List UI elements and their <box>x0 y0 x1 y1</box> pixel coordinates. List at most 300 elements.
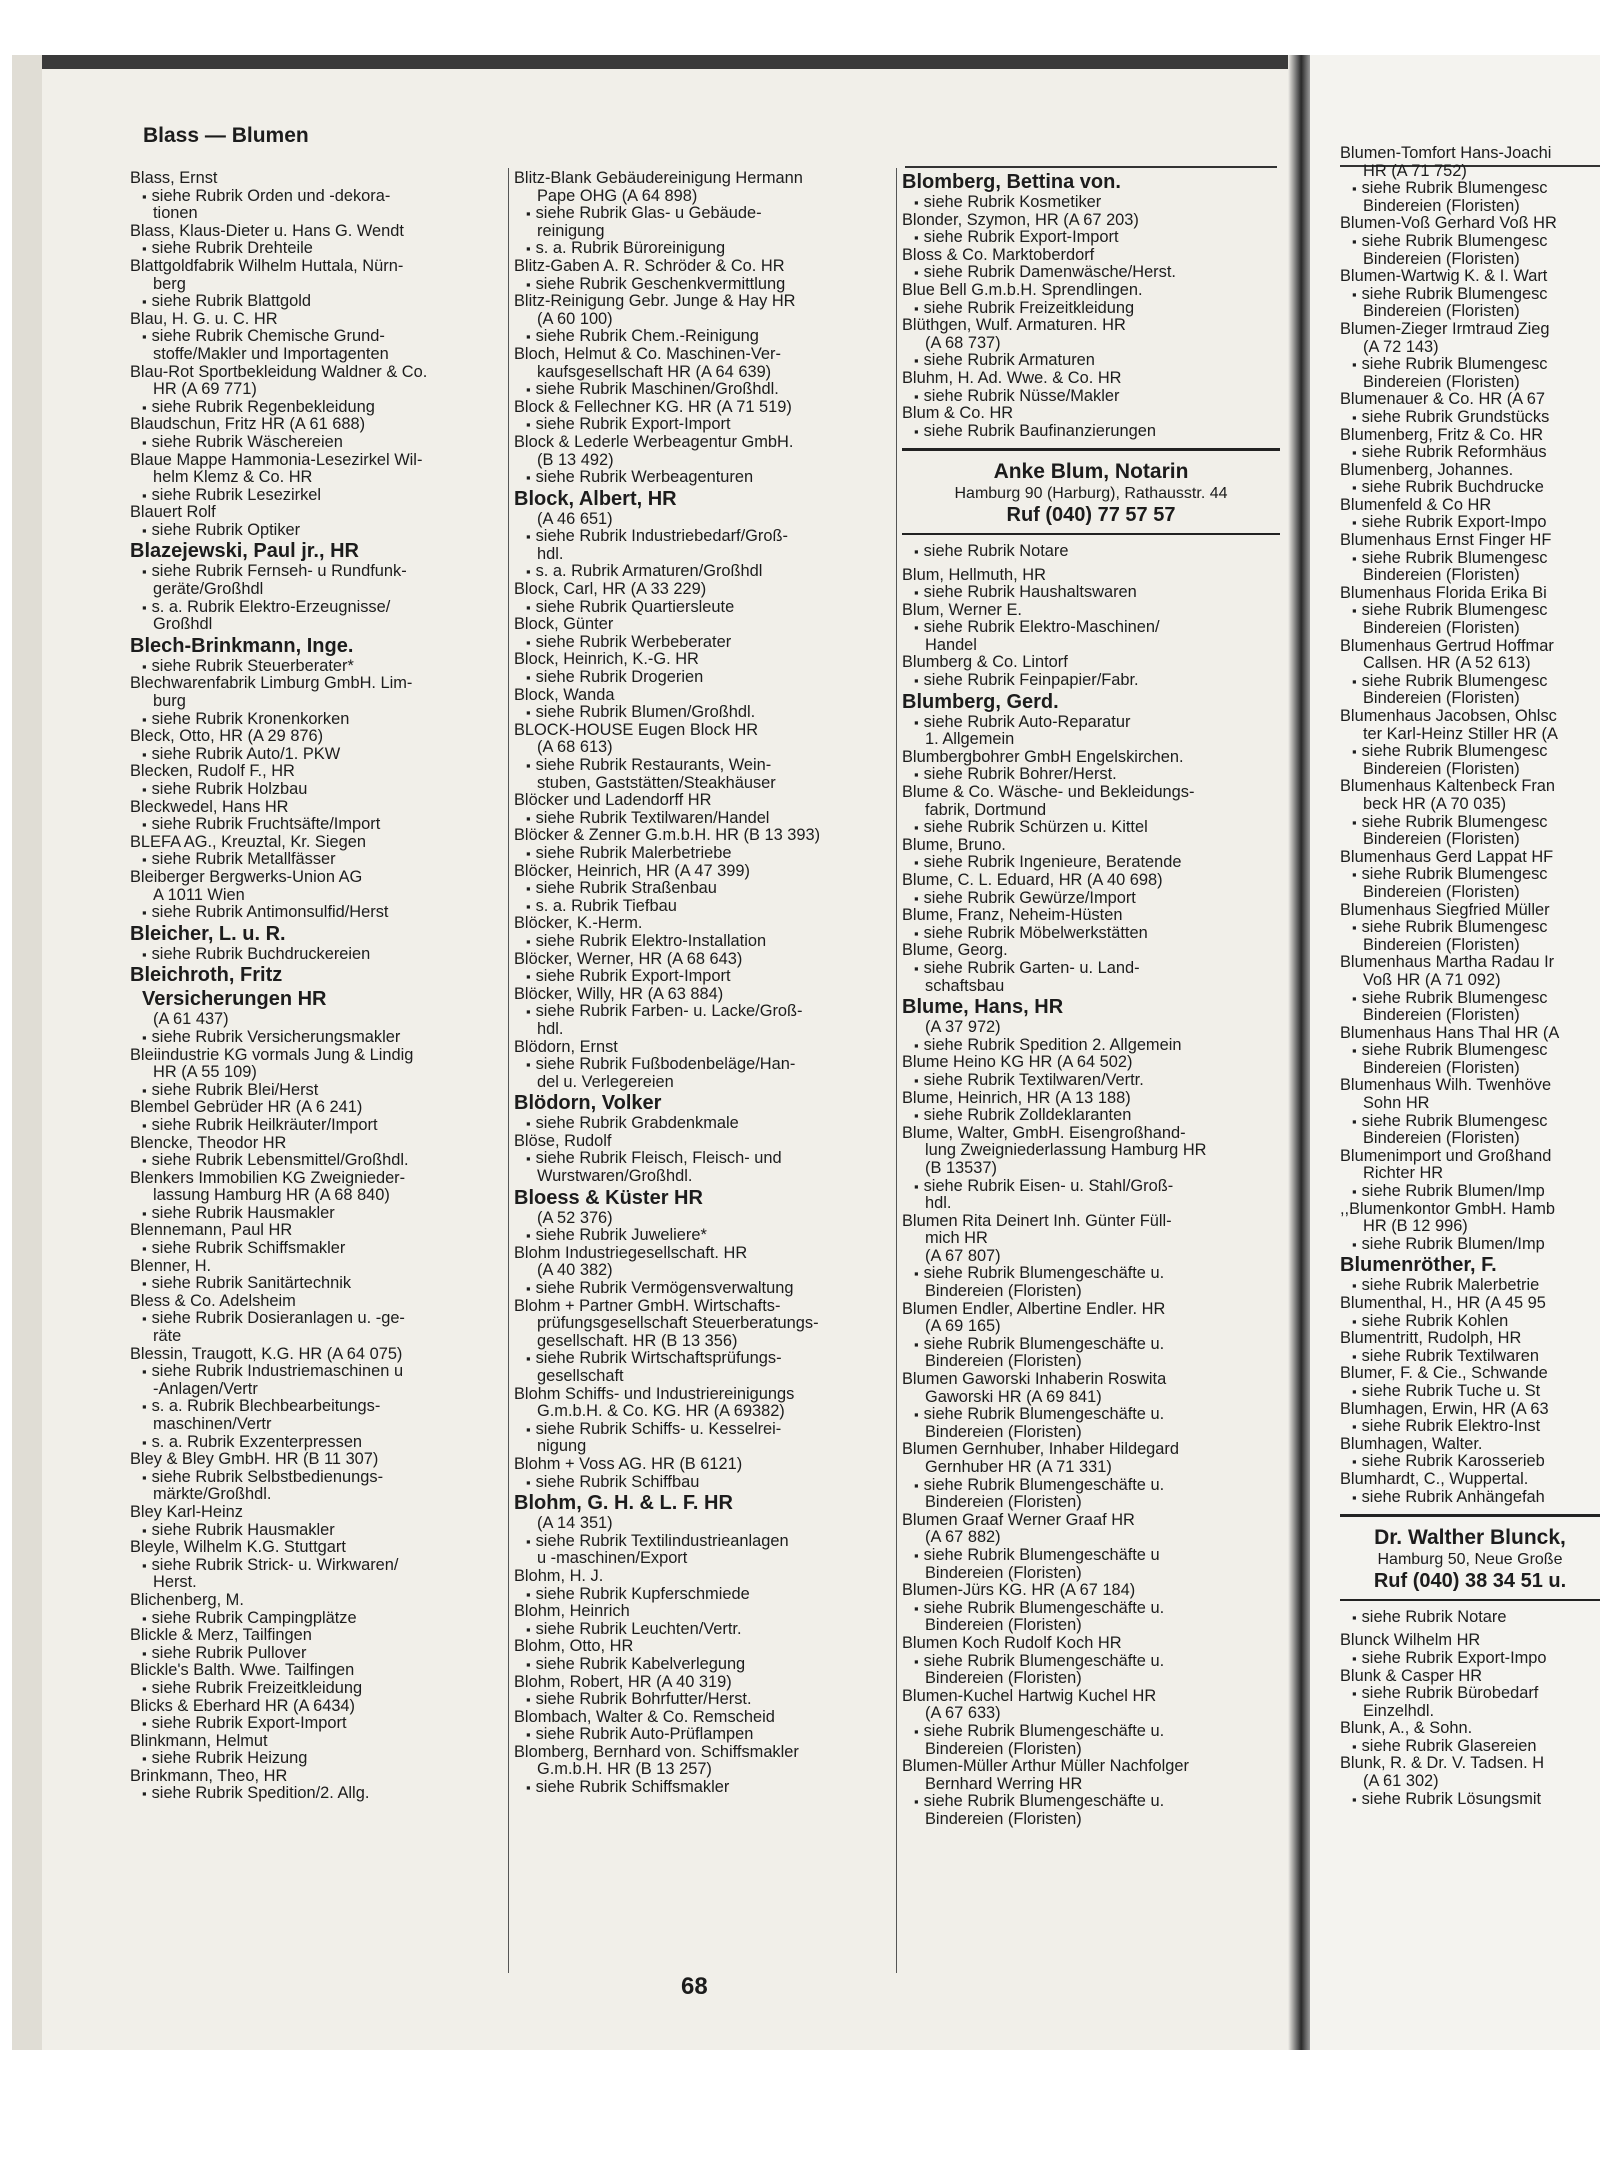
rubrik-reference: ▪ siehe Rubrik Anhängefah <box>1340 1489 1600 1507</box>
rubrik-reference: ▪ siehe Rubrik Buchdrucke <box>1340 479 1600 497</box>
entry-continuation: Pape OHG (A 64 898) <box>537 186 698 205</box>
directory-entry: Blumer, F. & Cie., Schwande <box>1340 1364 1548 1383</box>
entry-continuation: beck HR (A 70 035) <box>1363 794 1507 813</box>
entry-continuation: burg <box>153 692 186 711</box>
entry-continuation: Bindereien (Floristen) <box>1363 196 1520 215</box>
directory-entry: Bloss & Co. Marktoberdorf <box>902 245 1095 264</box>
entry-continuation: berg <box>153 274 186 293</box>
directory-entry: Blum, Hellmuth, HR <box>902 565 1046 584</box>
entry-continuation: Bindereien (Floristen) <box>925 1739 1082 1758</box>
directory-entry: Blumenthal, H., HR (A 45 95 <box>1340 1294 1546 1312</box>
entry-continuation: Bindereien (Floristen) <box>1363 759 1520 778</box>
rubrik-reference: ▪ siehe Rubrik Grabdenkmale <box>514 1115 890 1133</box>
directory-entry: Blumenimport und Großhand <box>1340 1146 1552 1165</box>
entry-continuation: Handel <box>925 635 977 654</box>
directory-entry: Blenner, H. <box>130 1256 212 1275</box>
directory-entry: Blöcker, K.-Herm. <box>514 914 643 933</box>
directory-entry: Blencke, Theodor HR <box>130 1133 287 1152</box>
entry-continuation: HR (A 55 109) <box>153 1063 257 1082</box>
directory-entry: BLEFA AG., Kreuztal, Kr. Siegen <box>130 832 366 851</box>
entry-continuation: Bindereien (Floristen) <box>925 1809 1082 1828</box>
directory-entry: Blumen Graaf Werner Graaf HR <box>902 1510 1135 1529</box>
directory-entry: Blumberg & Co. Lintorf <box>902 653 1068 672</box>
rubrik-reference: ▪ siehe Rubrik Heizung <box>130 1750 500 1768</box>
directory-entry: Blumen-Zieger Irmtraud Zieg <box>1340 319 1550 338</box>
rubrik-reference: ▪ siehe Rubrik Kronenkorken <box>130 711 500 729</box>
directory-entry: Blöcker, Willy, HR (A 63 884) <box>514 984 724 1003</box>
rubrik-reference: ▪ siehe Rubrik Fruchtsäfte/Import <box>130 816 500 834</box>
entry-continuation: (A 67 882) <box>925 1528 1001 1547</box>
rubrik-reference: ▪ siehe Rubrik Restaurants, Wein- <box>514 757 890 775</box>
directory-entry: Blöcker, Werner, HR (A 68 643) <box>514 949 743 968</box>
directory-entry: Blaue Mappe Hammonia-Lesezirkel Wil- <box>130 450 423 469</box>
entry-continuation: (B 13 492) <box>537 450 614 469</box>
rubrik-reference: ▪ siehe Rubrik Export-Impo <box>1340 1650 1600 1668</box>
entry-continuation: fabrik, Dortmund <box>925 800 1047 819</box>
rubrik-reference: ▪ siehe Rubrik Campingplätze <box>130 1610 500 1628</box>
entry-continuation: Bindereien (Floristen) <box>925 1616 1082 1635</box>
rubrik-reference: ▪ siehe Rubrik Blumengesc <box>1340 180 1600 198</box>
directory-entry: Blechwarenfabrik Limburg GmbH. Lim- <box>130 674 413 693</box>
highlighted-entry: Blohm, G. H. & L. F. HR <box>514 1492 733 1515</box>
rubrik-reference: ▪ siehe Rubrik Leuchten/Vertr. <box>514 1621 890 1639</box>
column-divider <box>896 168 897 1973</box>
rubrik-reference: ▪ siehe Rubrik Blumengesc <box>1340 673 1600 691</box>
ad-address: Hamburg 50, Neue Große <box>1377 1551 1563 1569</box>
entry-continuation: (A 61 302) <box>1363 1772 1439 1791</box>
highlighted-entry: Bleichroth, Fritz <box>130 964 283 987</box>
entry-continuation: (A 14 351) <box>537 1514 613 1533</box>
rubrik-reference: ▪ siehe Rubrik Glasereien <box>1340 1738 1600 1756</box>
rubrik-reference: ▪ siehe Rubrik Blei/Herst <box>130 1082 500 1100</box>
entry-continuation: -Anlagen/Vertr <box>153 1379 258 1398</box>
rubrik-reference: ▪ siehe Rubrik Kupferschmiede <box>514 1586 890 1604</box>
entry-continuation: lassung Hamburg HR (A 68 840) <box>153 1186 390 1205</box>
rubrik-reference: ▪ siehe Rubrik Werbeagenturen <box>514 469 890 487</box>
directory-entry: Blüthgen, Wulf. Armaturen. HR <box>902 316 1126 335</box>
rubrik-reference: ▪ s. a. Rubrik Büroreinigung <box>514 240 890 258</box>
rubrik-reference: ▪ siehe Rubrik Blumengesc <box>1340 550 1600 568</box>
entry-continuation: Callsen. HR (A 52 613) <box>1363 654 1531 673</box>
directory-entry: Blitz-Gaben A. R. Schröder & Co. HR <box>514 256 785 275</box>
entry-continuation: (B 13537) <box>925 1158 997 1177</box>
rubrik-reference: ▪ siehe Rubrik Schiffbau <box>514 1474 890 1492</box>
entry-continuation: u -maschinen/Export <box>537 1549 688 1568</box>
rubrik-reference: ▪ siehe Rubrik Glas- u Gebäude- <box>514 205 890 223</box>
entry-continuation: stuben, Gaststätten/Steakhäuser <box>537 773 776 792</box>
rubrik-reference: ▪ siehe Rubrik Blumengeschäfte u. <box>902 1793 1280 1811</box>
ad-phone: Ruf (040) 38 34 51 u. <box>1373 1569 1567 1592</box>
rubrik-reference: ▪ siehe Rubrik Gewürze/Import <box>902 890 1280 908</box>
directory-entry: Blumen Gernhuber, Inhaber Hildegard <box>902 1440 1179 1459</box>
rubrik-reference: ▪ siehe Rubrik Notare <box>1340 1609 1600 1627</box>
directory-entry: BLOCK-HOUSE Eugen Block HR <box>514 720 759 739</box>
entry-continuation: mich HR <box>925 1229 988 1248</box>
directory-entry: Blumenhaus Gertrud Hoffmar <box>1340 636 1554 655</box>
entry-continuation: stoffe/Makler und Importagenten <box>153 344 389 363</box>
rubrik-reference: ▪ siehe Rubrik Karosserieb <box>1340 1453 1600 1471</box>
rubrik-reference: ▪ siehe Rubrik Blumen/Großhdl. <box>514 704 890 722</box>
directory-entry: Blitz-Blank Gebäudereinigung Hermann <box>514 169 803 187</box>
directory-entry: Blumen-Müller Arthur Müller Nachfolger <box>902 1757 1189 1776</box>
page-number: 68 <box>681 1973 708 2000</box>
rubrik-reference: ▪ siehe Rubrik Blumengeschäfte u. <box>902 1406 1280 1424</box>
rubrik-reference: ▪ siehe Rubrik Textilindustrieanlagen <box>514 1533 890 1551</box>
rubrik-reference: ▪ siehe Rubrik Textilwaren <box>1340 1348 1600 1366</box>
directory-entry: Blohm Industriegesellschaft. HR <box>514 1243 748 1262</box>
entry-continuation: del u. Verlegereien <box>537 1072 674 1091</box>
entry-continuation: gesellschaft <box>537 1367 624 1385</box>
directory-entry: Blumen Koch Rudolf Koch HR <box>902 1633 1122 1652</box>
rubrik-reference: ▪ siehe Rubrik Fernseh- u Rundfunk- <box>130 563 500 581</box>
rubrik-reference: ▪ siehe Rubrik Textilwaren/Handel <box>514 810 890 828</box>
rubrik-reference: ▪ siehe Rubrik Spedition/2. Allg. <box>130 1785 500 1803</box>
entry-continuation: ter Karl-Heinz Stiller HR (A <box>1363 724 1558 743</box>
rubrik-reference: ▪ siehe Rubrik Vermögensverwaltung <box>514 1280 890 1298</box>
entry-continuation: (A 40 382) <box>537 1261 613 1280</box>
rubrik-reference: ▪ siehe Rubrik Chem.-Reinigung <box>514 328 890 346</box>
rubrik-reference: ▪ siehe Rubrik Armaturen <box>902 352 1280 370</box>
directory-entry: Blumenhaus Kaltenbeck Fran <box>1340 777 1556 796</box>
directory-column-4 <box>1340 145 1600 1808</box>
rubrik-reference: ▪ siehe Rubrik Eisen- u. Stahl/Groß- <box>902 1178 1280 1196</box>
entry-continuation: Bernhard Werring HR <box>925 1774 1083 1793</box>
rubrik-reference: ▪ siehe Rubrik Schiffsmakler <box>130 1240 500 1258</box>
entry-continuation: (A 67 807) <box>925 1246 1001 1265</box>
directory-entry: Blume Heino KG HR (A 64 502) <box>902 1053 1133 1072</box>
directory-entry: Blau-Rot Sportbekleidung Waldner & Co. <box>130 362 428 381</box>
directory-entry: Blass, Klaus-Dieter u. Hans G. Wendt <box>130 221 404 240</box>
rubrik-reference: ▪ siehe Rubrik Blumengesc <box>1340 814 1600 832</box>
rubrik-reference: ▪ siehe Rubrik Quartiersleute <box>514 599 890 617</box>
column-top-rule <box>905 166 1277 168</box>
directory-entry: Bleiberger Bergwerks-Union AG <box>130 867 363 886</box>
highlighted-entry: Blazejewski, Paul jr., HR <box>130 540 359 563</box>
entry-continuation: Bindereien (Floristen) <box>1363 689 1520 708</box>
entry-continuation: (A 68 737) <box>925 333 1001 352</box>
entry-continuation: Bindereien (Floristen) <box>1363 882 1520 901</box>
entry-continuation: Großhdl <box>153 615 213 634</box>
rubrik-reference: ▪ siehe Rubrik Blumengeschäfte u. <box>902 1477 1280 1495</box>
rubrik-reference: ▪ siehe Rubrik Notare <box>902 543 1280 561</box>
rubrik-reference: ▪ siehe Rubrik Dosieranlagen u. -ge- <box>130 1310 500 1328</box>
directory-entry: Blattgoldfabrik Wilhelm Huttala, Nürn- <box>130 256 404 275</box>
entry-continuation: 1. Allgemein <box>925 730 1015 749</box>
directory-entry: Blembel Gebrüder HR (A 6 241) <box>130 1098 363 1117</box>
directory-entry: Brinkmann, Theo, HR <box>130 1766 288 1785</box>
rubrik-reference: ▪ siehe Rubrik Grundstücks <box>1340 409 1600 427</box>
entry-continuation: lung Zweigniederlassung Hamburg HR <box>925 1141 1207 1160</box>
entry-continuation: (A 52 376) <box>537 1208 613 1227</box>
entry-continuation: räte <box>153 1327 182 1346</box>
rubrik-reference: ▪ siehe Rubrik Chemische Grund- <box>130 328 500 346</box>
directory-entry: Blunk, R. & Dr. V. Tadsen. H <box>1340 1754 1545 1773</box>
entry-continuation: Bindereien (Floristen) <box>925 1282 1082 1301</box>
rubrik-reference: ▪ siehe Rubrik Blumengesc <box>1340 602 1600 620</box>
directory-entry: Blumbergbohrer GmbH Engelskirchen. <box>902 747 1184 766</box>
directory-entry: Blumenhaus Ernst Finger HF <box>1340 531 1552 550</box>
rubrik-reference: ▪ siehe Rubrik Juweliere* <box>514 1227 890 1245</box>
directory-entry: Blecken, Rudolf F., HR <box>130 762 295 781</box>
entry-continuation: HR (B 12 996) <box>1363 1217 1468 1236</box>
directory-entry: Blumenhaus Siegfried Müller <box>1340 900 1550 919</box>
rubrik-reference: ▪ siehe Rubrik Sanitärtechnik <box>130 1275 500 1293</box>
directory-entry: Blombach, Walter & Co. Remscheid <box>514 1707 775 1726</box>
directory-entry: Blumenfeld & Co HR <box>1340 495 1492 514</box>
rubrik-reference: ▪ siehe Rubrik Industriemaschinen u <box>130 1363 500 1381</box>
directory-entry: Blumenberg, Fritz & Co. HR <box>1340 425 1544 444</box>
rubrik-reference: ▪ siehe Rubrik Malerbetriebe <box>514 845 890 863</box>
ad-title: Dr. Walther Blunck, <box>1374 1526 1566 1550</box>
rubrik-reference: ▪ siehe Rubrik Selbstbedienungs- <box>130 1469 500 1487</box>
directory-entry: Blumenberg, Johannes. <box>1340 460 1514 479</box>
rubrik-reference: ▪ siehe Rubrik Blumengeschäfte u. <box>902 1265 1280 1283</box>
directory-entry: Blicks & Eberhard HR (A 6434) <box>130 1696 356 1715</box>
directory-entry: Blau, H. G. u. C. HR <box>130 309 278 328</box>
directory-entry: Blohm, Otto, HR <box>514 1637 634 1656</box>
rubrik-reference: ▪ siehe Rubrik Bohrer/Herst. <box>902 766 1280 784</box>
directory-entry: Blitz-Reinigung Gebr. Junge & Hay HR <box>514 292 796 311</box>
directory-entry: Bley Karl-Heinz <box>130 1502 243 1521</box>
highlighted-entry: Blödorn, Volker <box>514 1092 662 1115</box>
entry-continuation: hdl. <box>925 1194 952 1213</box>
entry-continuation: Bindereien (Floristen) <box>1363 1006 1520 1025</box>
rubrik-reference: ▪ siehe Rubrik Maschinen/Großhdl. <box>514 381 890 399</box>
directory-entry: Bleckwedel, Hans HR <box>130 797 289 816</box>
rubrik-reference: ▪ siehe Rubrik Freizeitkleidung <box>130 1680 500 1698</box>
rubrik-reference: ▪ siehe Rubrik Strick- u. Wirkwaren/ <box>130 1557 500 1575</box>
directory-entry: Blenkers Immobilien KG Zweignieder- <box>130 1168 406 1187</box>
rubrik-reference: ▪ siehe Rubrik Lösungsmit <box>1340 1791 1600 1809</box>
rubrik-reference: ▪ siehe Rubrik Blumengesc <box>1340 919 1600 937</box>
rubrik-reference: ▪ siehe Rubrik Heilkräuter/Import <box>130 1117 500 1135</box>
ad-phone: Ruf (040) 77 57 57 <box>1006 503 1176 526</box>
entry-continuation: G.m.b.H. & Co. KG. HR (A 69382) <box>537 1402 785 1421</box>
entry-continuation: Gaworski HR (A 69 841) <box>925 1387 1102 1406</box>
highlighted-entry-continuation: Versicherungen HR <box>142 988 327 1011</box>
notary-ad <box>1340 1514 1600 1601</box>
page-header: Blass — Blumen <box>143 124 309 147</box>
entry-continuation: Bindereien (Floristen) <box>925 1669 1082 1688</box>
directory-entry: Blessin, Traugott, K.G. HR (A 64 075) <box>130 1344 403 1363</box>
directory-entry: Blöcker, Heinrich, HR (A 47 399) <box>514 861 750 880</box>
entry-continuation: Bindereien (Floristen) <box>925 1563 1082 1582</box>
rubrik-reference: ▪ siehe Rubrik Blumengesc <box>1340 233 1600 251</box>
directory-entry: Blunk, A., & Sohn. <box>1340 1719 1473 1738</box>
directory-entry: Blum, Werner E. <box>902 600 1022 619</box>
rubrik-reference: ▪ siehe Rubrik Drogerien <box>514 669 890 687</box>
rubrik-reference: ▪ siehe Rubrik Malerbetrie <box>1340 1277 1600 1295</box>
rubrik-reference: ▪ siehe Rubrik Industriebedarf/Groß- <box>514 528 890 546</box>
directory-entry: Bleck, Otto, HR (A 29 876) <box>130 727 324 746</box>
column-divider <box>508 168 509 1973</box>
rubrik-reference: ▪ siehe Rubrik Export-Import <box>514 416 890 434</box>
rubrik-reference: ▪ siehe Rubrik Holzbau <box>130 781 500 799</box>
rubrik-reference: ▪ siehe Rubrik Blumengesc <box>1340 1113 1600 1131</box>
rubrik-reference: ▪ siehe Rubrik Bohrfutter/Herst. <box>514 1691 890 1709</box>
rubrik-reference: ▪ siehe Rubrik Tuche u. St <box>1340 1383 1600 1401</box>
highlighted-entry: Block, Albert, HR <box>514 487 677 510</box>
directory-entry: Blaudschun, Fritz HR (A 61 688) <box>130 415 366 434</box>
ad-address: Hamburg 90 (Harburg), Rathausstr. 44 <box>954 485 1228 503</box>
entry-continuation: reinigung <box>537 221 605 240</box>
directory-entry: Blohm + Voss AG. HR (B 6121) <box>514 1454 743 1473</box>
rubrik-reference: ▪ siehe Rubrik Fußbodenbeläge/Han- <box>514 1056 890 1074</box>
directory-entry: Blöcker und Ladendorff HR <box>514 791 712 810</box>
rubrik-reference: ▪ siehe Rubrik Steuerberater* <box>130 658 500 676</box>
rubrik-reference: ▪ siehe Rubrik Blumengesc <box>1340 866 1600 884</box>
entry-continuation: Einzelhdl. <box>1363 1701 1435 1720</box>
entry-continuation: Richter HR <box>1363 1164 1444 1183</box>
directory-entry: Blumentritt, Rudolph, HR <box>1340 1329 1522 1348</box>
directory-entry: Bley & Bley GmbH. HR (B 11 307) <box>130 1450 379 1469</box>
directory-entry: Bless & Co. Adelsheim <box>130 1291 296 1310</box>
rubrik-reference: ▪ siehe Rubrik Kosmetiker <box>902 194 1280 212</box>
directory-column-1 <box>130 170 500 1803</box>
directory-entry: Block, Heinrich, K.-G. HR <box>514 650 699 669</box>
rubrik-reference: ▪ siehe Rubrik Blumengeschäfte u <box>902 1547 1280 1565</box>
entry-continuation: hdl. <box>537 1019 564 1038</box>
rubrik-reference: ▪ siehe Rubrik Lesezirkel <box>130 487 500 505</box>
directory-entry: Blumenhaus Martha Radau Ir <box>1340 953 1555 972</box>
rubrik-reference: ▪ siehe Rubrik Blumengeschäfte u. <box>902 1600 1280 1618</box>
directory-entry: Blumen-Wartwig K. & I. Wart <box>1340 267 1548 286</box>
directory-entry: Blue Bell G.m.b.H. Sprendlingen. <box>902 280 1143 299</box>
entry-continuation: (A 46 651) <box>537 509 613 528</box>
directory-entry: Blonder, Szymon, HR (A 67 203) <box>902 210 1139 229</box>
rubrik-reference: ▪ siehe Rubrik Bürobedarf <box>1340 1685 1600 1703</box>
rubrik-reference: ▪ siehe Rubrik Spedition 2. Allgemein <box>902 1037 1280 1055</box>
directory-entry: Blichenberg, M. <box>130 1590 244 1609</box>
rubrik-reference: ▪ siehe Rubrik Werbeberater <box>514 634 890 652</box>
entry-continuation: Bindereien (Floristen) <box>1363 249 1520 268</box>
rubrik-reference: ▪ siehe Rubrik Freizeitkleidung <box>902 300 1280 318</box>
entry-continuation: G.m.b.H. HR (B 13 257) <box>537 1760 712 1779</box>
rubrik-reference: ▪ siehe Rubrik Feinpapier/Fabr. <box>902 672 1280 690</box>
rubrik-reference: ▪ siehe Rubrik Wirtschaftsprüfungs- <box>514 1350 890 1368</box>
rubrik-reference: ▪ siehe Rubrik Metallfässer <box>130 851 500 869</box>
directory-entry: Blumhagen, Walter. <box>1340 1434 1483 1453</box>
directory-entry: Blödorn, Ernst <box>514 1037 618 1056</box>
rubrik-reference: ▪ siehe Rubrik Schiffsmakler <box>514 1779 890 1797</box>
directory-entry: Blume & Co. Wäsche- und Bekleidungs- <box>902 783 1195 802</box>
rubrik-reference: ▪ siehe Rubrik Elektro-Installation <box>514 933 890 951</box>
rubrik-reference: ▪ siehe Rubrik Blumengeschäfte u. <box>902 1653 1280 1671</box>
directory-entry: Blauert Rolf <box>130 503 216 522</box>
entry-continuation: Gernhuber HR (A 71 331) <box>925 1458 1112 1476</box>
rubrik-reference: ▪ siehe Rubrik Hausmakler <box>130 1522 500 1540</box>
rubrik-reference: ▪ siehe Rubrik Export-Impo <box>1340 514 1600 532</box>
entry-continuation: tionen <box>153 204 198 223</box>
rubrik-reference: ▪ siehe Rubrik Auto-Prüflampen <box>514 1726 890 1744</box>
entry-continuation: Bindereien (Floristen) <box>1363 566 1520 585</box>
rubrik-reference: ▪ siehe Rubrik Fleisch, Fleisch- und <box>514 1150 890 1168</box>
directory-column-3 <box>902 170 1280 1828</box>
directory-entry: Bleyle, Wilhelm K.G. Stuttgart <box>130 1538 346 1557</box>
rubrik-reference: ▪ siehe Rubrik Blumengesc <box>1340 743 1600 761</box>
rubrik-reference: ▪ siehe Rubrik Blumen/Imp <box>1340 1236 1600 1254</box>
rubrik-reference: ▪ siehe Rubrik Antimonsulfid/Herst <box>130 904 500 922</box>
directory-entry: ,,Blumenkontor GmbH. Hamb <box>1340 1199 1555 1218</box>
directory-entry: Blomberg, Bernhard von. Schiffsmakler <box>514 1742 799 1761</box>
entry-continuation: (A 60 100) <box>537 309 613 328</box>
directory-entry: Blinkmann, Helmut <box>130 1731 268 1750</box>
entry-continuation: Voß HR (A 71 092) <box>1363 970 1501 989</box>
rubrik-reference: ▪ siehe Rubrik Drehteile <box>130 240 500 258</box>
rubrik-reference: ▪ siehe Rubrik Hausmakler <box>130 1205 500 1223</box>
rubrik-reference: ▪ siehe Rubrik Blumengesc <box>1340 356 1600 374</box>
directory-entry: Blohm, Robert, HR (A 40 319) <box>514 1672 732 1691</box>
entry-continuation: A 1011 Wien <box>153 885 245 904</box>
rubrik-reference: ▪ siehe Rubrik Farben- u. Lacke/Groß- <box>514 1003 890 1021</box>
directory-entry: Blumen Gaworski Inhaberin Roswita <box>902 1370 1167 1389</box>
directory-entry: Bloch, Helmut & Co. Maschinen-Ver- <box>514 344 781 363</box>
highlighted-entry: Blomberg, Bettina von. <box>902 171 1121 193</box>
directory-entry: Blumenhaus Hans Thal HR (A <box>1340 1023 1560 1042</box>
rubrik-reference: ▪ siehe Rubrik Geschenkvermittlung <box>514 276 890 294</box>
entry-continuation: (A 68 613) <box>537 738 613 757</box>
entry-continuation: märkte/Großhdl. <box>153 1485 272 1504</box>
rubrik-reference: ▪ siehe Rubrik Versicherungsmakler <box>130 1029 500 1047</box>
directory-entry: Bluhm, H. Ad. Wwe. & Co. HR <box>902 368 1122 387</box>
rubrik-reference: ▪ siehe Rubrik Blumengesc <box>1340 1042 1600 1060</box>
entry-continuation: prüfungsgesellschaft Steuerberatungs- <box>537 1314 819 1333</box>
directory-entry: Blumhardt, C., Wuppertal. <box>1340 1469 1529 1488</box>
rubrik-reference: ▪ siehe Rubrik Kabelverlegung <box>514 1656 890 1674</box>
directory-entry: Blume, C. L. Eduard, HR (A 40 698) <box>902 871 1163 889</box>
rubrik-reference: ▪ s. a. Rubrik Exzenterpressen <box>130 1434 500 1452</box>
rubrik-reference: ▪ siehe Rubrik Lebensmittel/Großhdl. <box>130 1152 500 1170</box>
highlighted-entry: Blumberg, Gerd. <box>902 690 1059 713</box>
directory-entry: Blohm, Heinrich <box>514 1602 630 1621</box>
entry-continuation: Bindereien (Floristen) <box>925 1422 1082 1441</box>
rubrik-reference: ▪ siehe Rubrik Optiker <box>130 522 500 540</box>
directory-entry: Blunck Wilhelm HR <box>1340 1631 1481 1650</box>
entry-continuation: Bindereien (Floristen) <box>1363 302 1520 321</box>
entry-continuation: kaufsgesellschaft HR (A 64 639) <box>537 362 772 381</box>
directory-entry: Blumenauer & Co. HR (A 67 <box>1340 390 1545 409</box>
directory-entry: Blumen Endler, Albertine Endler. HR <box>902 1299 1166 1318</box>
entry-continuation: nigung <box>537 1437 587 1456</box>
directory-entry: Blumenhaus Gerd Lappat HF <box>1340 847 1554 866</box>
entry-continuation: (A 37 972) <box>925 1018 1001 1037</box>
directory-entry: Blickle's Balth. Wwe. Tailfingen <box>130 1661 355 1680</box>
rubrik-reference: ▪ siehe Rubrik Export-Import <box>902 229 1280 247</box>
directory-entry: Block, Carl, HR (A 33 229) <box>514 580 707 599</box>
ad-title: Anke Blum, Notarin <box>993 460 1189 484</box>
entry-continuation: maschinen/Vertr <box>153 1415 272 1433</box>
rubrik-reference: ▪ siehe Rubrik Haushaltswaren <box>902 584 1280 602</box>
rubrik-reference: ▪ s. a. Rubrik Blechbearbeitungs- <box>130 1398 500 1416</box>
rubrik-reference: ▪ siehe Rubrik Blumengeschäfte u. <box>902 1723 1280 1741</box>
directory-entry: Blumen-Jürs KG. HR (A 67 184) <box>902 1581 1136 1600</box>
rubrik-reference: ▪ siehe Rubrik Export-Import <box>130 1715 500 1733</box>
highlighted-entry: Bloess & Küster HR <box>514 1186 703 1209</box>
directory-entry: Blöse, Rudolf <box>514 1131 612 1150</box>
rubrik-reference: ▪ s. a. Rubrik Tiefbau <box>514 898 890 916</box>
rubrik-reference: ▪ s. a. Rubrik Elektro-Erzeugnisse/ <box>130 599 500 617</box>
directory-entry: Blumen-Voß Gerhard Voß HR <box>1340 214 1557 233</box>
entry-continuation: (A 72 143) <box>1363 337 1439 356</box>
directory-entry: Blume, Heinrich, HR (A 13 188) <box>902 1088 1131 1107</box>
rubrik-reference: ▪ siehe Rubrik Export-Import <box>514 968 890 986</box>
directory-entry: Blumen-Tomfort Hans-Joachi <box>1340 144 1552 162</box>
rubrik-reference: ▪ siehe Rubrik Garten- u. Land- <box>902 960 1280 978</box>
directory-entry: Blumenhaus Jacobsen, Ohlsc <box>1340 707 1557 725</box>
rubrik-reference: ▪ siehe Rubrik Textilwaren/Vertr. <box>902 1072 1280 1090</box>
directory-entry: Blohm, H. J. <box>514 1566 604 1585</box>
directory-entry: Blass, Ernst <box>130 169 218 187</box>
